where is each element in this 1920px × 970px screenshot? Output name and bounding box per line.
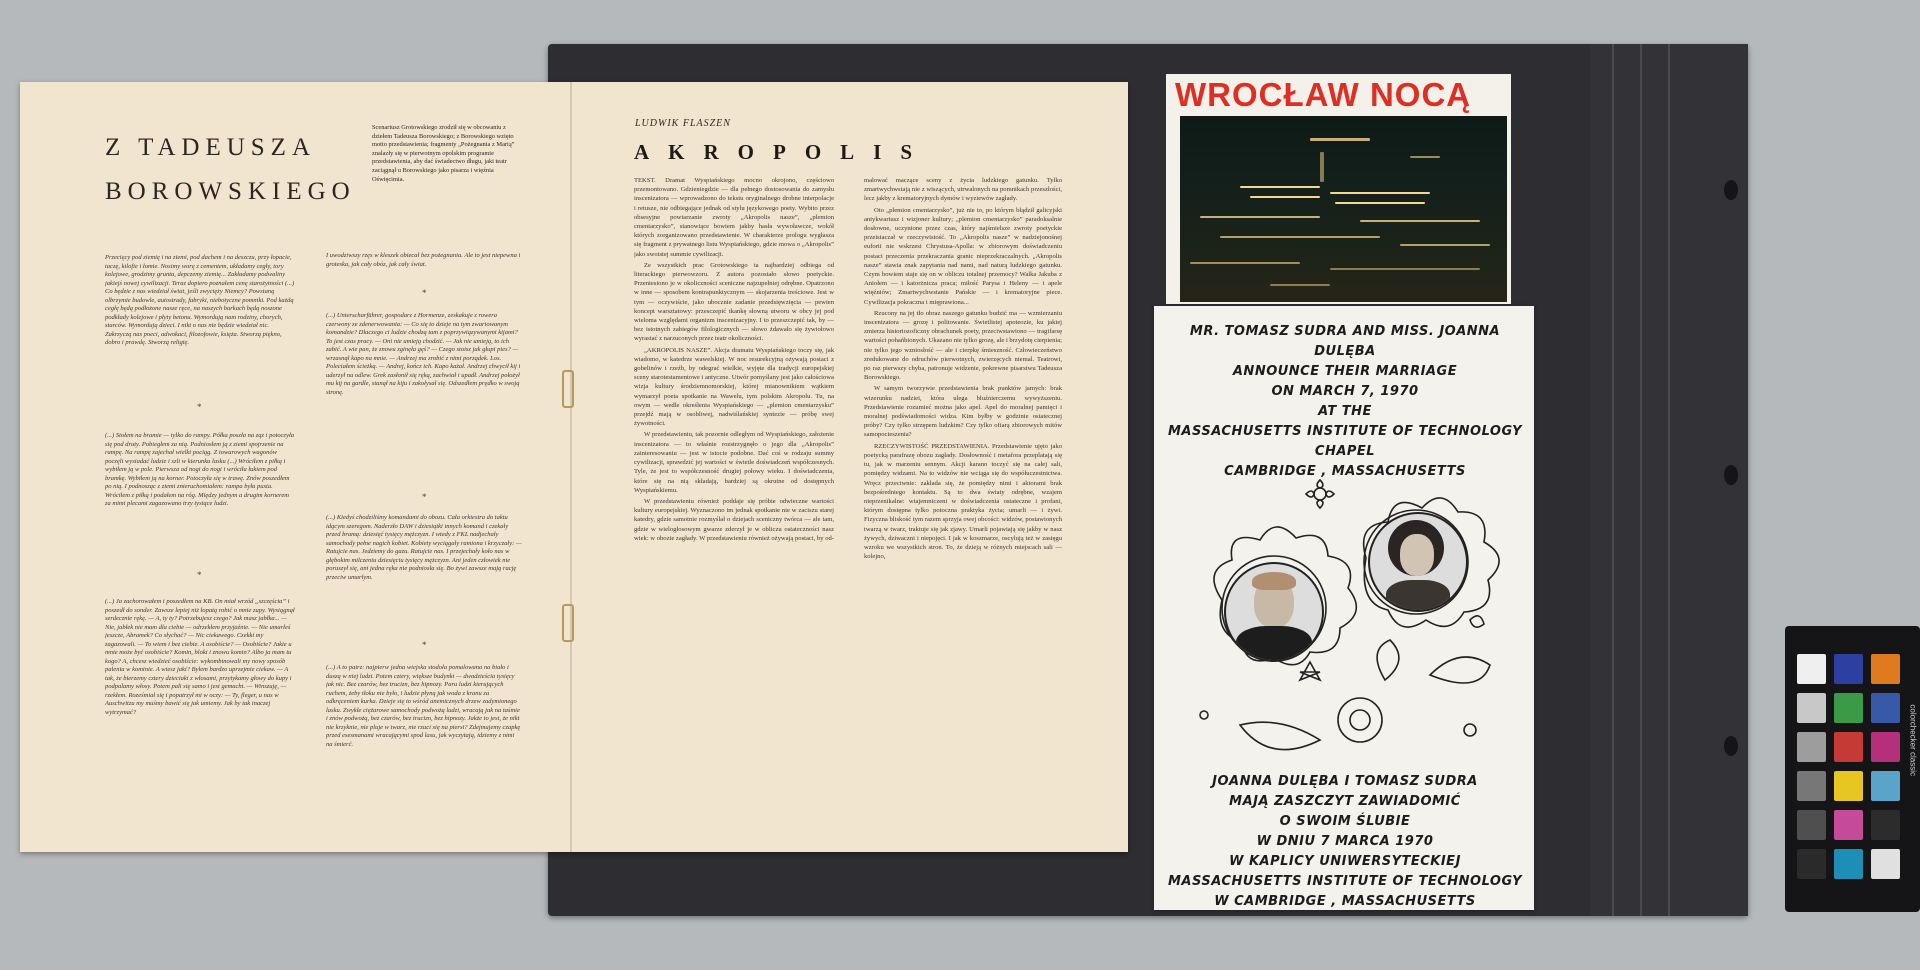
title-line: BOROWSKIEGO <box>105 178 356 205</box>
intro-note: Scenariusz Grotowskiego zrodził się w obcowaniu z dziełem Tadeusza Borowskiego; z Borowskiego wzięto motto przedstawienia; fragmenty „Pożegnania z Marią” znalazły się w pierwotnym opolskim programie przedstawienia, aby dać świadectwo długu, jaki teatr zaciągnął u Borowskiego jako pisarza i więźnia Oświęcimia. <box>372 124 515 183</box>
announcement-line: O SWOIM ŚLUBIE <box>1279 814 1411 829</box>
color-patch <box>1871 810 1900 840</box>
flower-doodles <box>1170 470 1520 760</box>
excerpt-paragraph: (...) Stołem na bramie — tylko do rampy. Półka poszła na ząz i potoczyła się pod druty. Pobiegłem za nią. Podniosłem ją z ziemi spojrzenie na rampę. Na rampę zajechał wielki pociąg. Z towarowych wagonów poczęli wysiadać ludzie i szli w kierunku lasku (...) Wróciłem z piłką i wybiłem ją w pole. Pierwsza od nogi do nogi i wróciła łukiem pod bramkę. Wybiłem ją na korner. Potoczyła się w trawę. Znów poszedłem po nią. I podnosząc z ziemi znieruchomiałem: rampa była pusta. Wróciłem z piłką i podałem na róg. Między jednym a drugim kornerem za mimi plecami zagazowano trzy tysiące ludzi. <box>105 432 295 507</box>
announcement-english <box>1160 322 1530 482</box>
announcement-line: MASSACHUSETTS INSTITUTE OF TECHNOLOGY <box>1167 424 1523 439</box>
announcement-line: MR. TOMASZ SUDRA AND MISS. JOANNA DULĘBA <box>1189 324 1501 359</box>
spine-ridge <box>1640 44 1642 916</box>
excerpt-paragraph: Przecięcy pod ziemię i na ziemi, pod dachem i na deszczu, przy łopacie, taczę, kilofie i łomie. Nosimy worę z cementem, układamy cegły, tory kolejowe, grodzimy grunta, depczemy ziemię... Zakładamy podwaliny jakiejś nowej cywilizacji. Teraz dopiero poznałem cenę starożytności (...) Co będzie z nas wiedział świat, jeśli zwycięży Niemcy? Powstaną olbrzymie budowle, autostrady, fabryki, niebotyczne pomniki. Pod każdą cegłę będą podłożone nasze ręce, na naszych barkach będą noszone podkłady kolejowe i płyty betonu. Wymordują nam rodziny, chorych, starców. Wymordują dzieci. I nikt o nas nie będzie wiedział nic. Zakrzyczą nas poeci, adwokaci, filozofowie, księża. Stworzą piękno, dobro i prawdę. Stworzą religię. <box>105 254 295 346</box>
article-column-left <box>634 176 834 798</box>
night-city-photo <box>1180 116 1507 302</box>
announcement-line: CHAPEL <box>1314 444 1376 459</box>
color-patch <box>1834 771 1863 801</box>
color-patch <box>1834 654 1863 684</box>
color-patch <box>1871 654 1900 684</box>
article-paragraph: Oto „plemion cmentarzysko”, już nie to, po którym błądził galicyjski antykwariusz i wizjoner kultury; „plemion cmentarzysko” paradoksalnie dosłowne, uczynione przez czas, który najśmielsze zwroty poetyckie przeistaczał w rzeczywistość. To „Akropolis nasze” w nadziejonośnej euforii nie wskrzesi Chrystusa-Apolla: w zbiorowym doświadczeniu postaci przeczenia przekraczania granic nieprzekraczalnych. „Akropolis nasze” stawia znak zapytania nad nami, nad naturą ludzkiego gatunku. Czym bowiem staje się on w obliczu totalnej przemocy? Walka Jakuba z Aniołem — i katorżnicza praca; miłość Parysa i Heleny — i apele więźniów; Zmartwychwstanie Pańskie — i krematoryjne piece. Cywilizacja pokraczna i mięprawiona... <box>864 206 1062 306</box>
section-divider: * <box>422 288 427 298</box>
excerpt-paragraph: (...) Kiedyś chodziliśmy komandami do obozu. Cała orkiestra do taktu idącym szeregom. Naderzło DAW i dziesiątki innych komand i czekały przed bramą: dziesięć tysięcy mężczyzn. I wtedy z FKL nadjechały samochody pełne nagich kobiet. Kobiety wyciągały ramiona i krzyczały: — Ratujcie nas. Jedziemy do gazu. Ratujcie nas. I przejechały koło nas w głębokim milczeniu dziesięciu tysięcy mężczyzn. Ani jeden człowiek nie poruszył się, ani jedna ręka nie podniosła się. Bo żywi zawsze mają rację przeciw umarłym. <box>326 514 522 581</box>
announcement-line: ON MARCH 7, 1970 <box>1271 384 1419 399</box>
brochure-fold <box>570 82 572 852</box>
color-patch <box>1797 654 1826 684</box>
staple <box>562 604 574 642</box>
article-paragraph: malować maczące sceny z życia ludzkiego gatunku. Tylko zmartwychwstają nie z wiszących, utrwalonych na pomnikach przeszłości, lecz jakby z krematoryjnych dymów i wyziewów zagłady. <box>864 177 1062 203</box>
article-column-right <box>864 176 1062 798</box>
binding-rivet <box>1724 180 1738 200</box>
color-patch <box>1797 771 1826 801</box>
article-paragraph: Ze wszystkich prac Grotowskiego ta najbardziej odbiega od literackiego pierwowzoru. Z autora pozostało słowo poetyckie. Przeniesiono je w okoliczności sceniczne najzupełniej odrębne. Opatrzono w inne — sposobem kontrapunktycznym — skojarzenia treściowe. Jest w tym — oczywiście, jako ubocznie zadanie przedsięwzięcia — pewien koncept warsztatowy: przesczepić tkankę słowną utworu w obcy jej pod wieloma względami organizm inscenizacyjny. I to przeszczepić tak, by — bez istotnych zabiegów filologicznych — słowo żdawało się żywiołowo wyrastać z narzuconych przez teatr okoliczności. <box>634 261 834 343</box>
section-divider: * <box>422 640 427 650</box>
color-patch <box>1797 732 1826 762</box>
checker-label: colorchecker classic <box>1909 704 1918 776</box>
color-patch <box>1834 810 1863 840</box>
section-title <box>105 126 356 214</box>
spine-ridge <box>1668 44 1670 916</box>
color-patch <box>1871 693 1900 723</box>
excerpt-paragraph: I uwodziwszy rzęs w kleszek obiecał bez pożegnania. Ale to jest niepewna i groteska, jak cały obóz, jak cały świat. <box>326 252 521 268</box>
article-paragraph: TEKST. Dramat Wyspiańskiego mocno okrojono, częściowo przemontowano. Gdzieniegdzie — dla pełnego dostosowania do zamysłu inscenizatora — wprowadzono do tekstu oryginalnego drobne interpolacje i retusze, nie odbiegające jednak od stylu językowego poety. Wybito przez obsesyjne powtarzanie zwroty „Akropolis nasze”, „plemion cmentarzysko”, stanowiące bowiem jakby hasła wywoławcze, wokół których zorganizowano przedstawienie. W charakterze prologu wygłasza się fragment z prywatnego listu Wyspiańskiego, gdzie mowa o „Akropolis” jako swoistej summie cywilizacji. <box>634 177 834 258</box>
color-patch <box>1797 810 1826 840</box>
staple <box>562 370 574 408</box>
postcard-title: WROCŁAW NOCĄ <box>1175 76 1472 113</box>
excerpt-paragraph: (...) A to patrz: najpierw jedna wiejska stodoła pomalowana na biało i duszą w niej ludzi. Potem cztery, większe budynki — dwadzieścia tysięcy jak nic. Bez czarów, bez trucizn, bez hipnozy. Paru ludzi kierujących ruchem, żeby tłoku nie było, i ludzie płyną jak woda z kranu za odkręceniem kurka. Dzieje się to wśród anemicznych drzew zadymionego lasku. Zwykłe ciężarowe samochody podwożą ludzi, wracają jak na taśmie i znów podwożą, bez czarów, bez trucizn, bez hipnozy. Jakże to jest, że nikt nie krzyknie, nie pluje w twarz, nie rzuci się na piersi? Zdejmujemy czapkę przed esesmanami wracającymi spod lasu, jak wyczytają, idziemy z nimi na śmierć. <box>326 664 521 748</box>
binding-rivet <box>1724 465 1738 485</box>
announcement-line: ANNOUNCE THEIR MARRIAGE <box>1232 364 1458 379</box>
excerpt-paragraph: (...) Ja zachorowałem i poszedłem na KB. On miał wrzód „szczęścia” i poszedł do sonder. Zawsze lepiej niż łopatą robić o mnie zupy. Wysiągnął serdecznie rękę. — A, ty ty? Potrzebujesz czego? Jak masz jabłka... — Nie, jabłek nie mam dla ciebie — odrzekłem przyjaźnie. — Nie umarłeś jeszcze, Abramek? Co słychać? — Nic ciekawego. Czekki my zagazowali. — To wiem i bez ciebie. A osobiście? — Osobiście? Jakie u mnie może być osobiście? Komin, bloki i znowu komin? Albo ja mam tu kogo? A, chcesz wiedzieć osobiście: wykombinowali my nowy sposób palenia w kominie. A wiesz jaki? Byłem bardzo uprzejmie ciekaw. — A tak, że bierzemy cztery dzieciaki z włosami, przytykamy głowy do kupy i podpalamy włosy. Potem pali się samo i jest gemacht. — Winszuję, — rzekłem. Roześmiał się i popatrzył mi w oczy: — Ty, fleger, u nas w Auschwitzu my muśmy bawić się jak umiemy. Jak by tak inaczej wytrzymać? <box>105 598 295 716</box>
section-divider: * <box>197 570 202 580</box>
article-paragraph: W przedstawieniu, tak pozornie odległym od Wyspiańskiego, założenie inscenizatora — to właśnie rozstrzygnęło o jego dla „Akropolis” zainteresowaniu — jest w istocie podobne. Dać coś w rodzaju summy cywilizacji, sprawdzić jej wartości w świetle doświadczeń współczesnych. Tyle, że jest to współczesność drugiej połowy wieku. I doświadczenia, które się na nią składają, bardziej są okrutne od dostępnych Wyspiańskiemu. <box>634 431 834 494</box>
color-patch <box>1797 849 1826 879</box>
article-paragraph: Rzucony na jej tło obraz naszego gatunku budzić ma — wzmierzaniu inscenizatora — grozę i politowanie. Świetlistej apoteozie, ku jakiej zmierza historiozoficzny obrachunek poety, przeciwstawiono — tragifarsę wartości pohańbionych. Ukazano nie tylko grozę, ale i brzydotę cierpienia; nie tylko jego wzniosłość — ale i cierpkę śmieszność. Człowieczeństwo zredukowane do odruchów pierwotnych, zwierzęcych niemal. Teatrowi, po raz pierwszy chyba, patronuje widzenie, pokrewne pisarstwu Tadeusza Borowskiego. <box>864 309 1062 382</box>
binding-rivet <box>1724 736 1738 756</box>
announcement-polish <box>1160 772 1530 912</box>
color-patch <box>1834 693 1863 723</box>
groom-portrait <box>1224 562 1324 662</box>
article-title: AKROPOLIS <box>634 140 932 164</box>
section-divider: * <box>197 402 202 412</box>
spine-ridge <box>1612 44 1614 916</box>
announcement-line: MASSACHUSETTS INSTITUTE OF TECHNOLOGY <box>1167 874 1523 889</box>
announcement-line: AT THE <box>1318 404 1372 419</box>
article-paragraph: W przedstawieniu również poddaje się próbie odwieczne wartości kultury europejskiej. Wyznaczono im jednak spotkanie nie w zaciszu starej katedry, gdzie samotnie rozmyślał o dziejach sceniczny twórca — ale tam, gdzie w wielogłosowym gwarze zderzył je w obliczu ostateczności nasz wiek: w obozie zagłady. W przedstawieniu również ożywają postaci, by od- <box>634 497 834 542</box>
article-paragraph: RZECZYWISTOŚĆ PRZEDSTAWIENIA. Przedstawienie ujęto jako poetycką parafrazę obozu zagłady. Dosłowność i metafora przeplatają się tu, jak w marzeniu sennym. Akcji karano toczyć się na całej sali, pomiędzy widzami. Na to widzów nie wciąga się do współuczestnictwa. Wręcz przeciwnie: zakłada się, że pomiędzy nimi i aktorami brak bezpośredniego kontaktu. Są to dwa światy odrębne, wzajem nieprzenikalne: wtajemniczeni w doświadczenia ostateczne i profani, którym dostępna tylko potoczna praktyka życia; umarli — i żywi. Fizyczna bliskość tym razem sprzyja owej obcości: widzów, postawionych twarzą w twarz, traktuje się jak zjawy. Umarli pojawiają się jakby w nasz żywych, dziwaczni i niepojęci. I jak w koszmarze, oscylują też w zasięgu wzroku we wszystkich stron. To, że dzieją w różnych miejscach sali — kolejno, <box>864 442 1062 561</box>
bride-portrait <box>1368 512 1468 612</box>
excerpt-paragraph: (...) Unterscharführer, gospodarz z Hormenze, zeskakuje z rowera czerwony ze zdenerwowania: — Co się to dzieje na tym zwariowanym komandzie? Dlaczego ci ludzie chodzą tam z poprzywiązywanymi kijami? To jest czas pracy. — Oni nie umieją chodzić. — Jak nie umieją, to ich zabić. A wie pan, że znowu zginęła gęś? — Czego stoisz jak głupi pies? — wrzasnął kapo na mnie. — Andrzej ma zrobić z nimi porządek. Los. Poleciałem ścieżką. — Andrej, kończ ich. Kapo każał. Andrzej chwycił kij i uderzył na odlew. Grek zasłonił się ręką, zachwiał i upadł. Andrzej położył mu kij na gardle, stanął na kiju i zakołysał się. Odszedłem prędko w swoją stronę. <box>326 312 521 396</box>
announcement-line: W DNIU 7 MARCA 1970 <box>1256 834 1434 849</box>
article-paragraph: „AKROPOLIS NASZE”. Akcja dramatu Wyspiańskiego toczy się, jak wiadomo, w katedrze wawelskiej. W noc resurekcyjną ożywają postaci z gobelinów i rzeźb, by odegrać wielkie, wyjęte dla tradycji europejskiej sceny starotestamentowe i antyczne. Utwór pomyślany jest jako całościowa wizja kultury środziemnomorskiej, której mianownikiem wątkiem wymarzył poeta spotkanie na Wawelu, tym polskim Akropolu. Tu, na owym — wedle określenia Wyspiańskiego — „plemion cmentarzysku” przejdź mają w osobliwej, nadwiślańskiej syntezie — próbę swej żywotności. <box>634 346 834 428</box>
color-patch <box>1871 732 1900 762</box>
announcement-line: CAMBRIDGE , MASSACHUSETTS <box>1224 464 1466 479</box>
color-patch <box>1834 732 1863 762</box>
color-checker-chart <box>1785 626 1920 912</box>
announcement-line: W KAPLICY UNIWERSYTECKIEJ <box>1229 854 1461 869</box>
article-author: LUDWIK FLASZEN <box>635 118 731 129</box>
section-divider: * <box>422 492 427 502</box>
announcement-line: MAJĄ ZASZCZYT ZAWIADOMIĆ <box>1229 794 1461 809</box>
color-patch <box>1871 771 1900 801</box>
announcement-line: JOANNA DULĘBA I TOMASZ SUDRA <box>1212 774 1478 789</box>
article-paragraph: W samym tworzywie przedstawienia brak punktów jamych: brak wizerunku nadziei, która ulega bluźnierczemu wywyższeniu. Przedstawienie rozumieć można jako apel. Apel do moralnej pamięci i moralnej podświadomości widza. Kim byłby w godzinie ostatecznej próby? Czy tylko strzępem ludzkim? Czy tylko ofiarą zbiorowych mitów samopocieszenia? <box>864 385 1062 439</box>
announcement-line: W CAMBRIDGE , MASSACHUSETTS <box>1214 894 1476 909</box>
color-patch <box>1871 849 1900 879</box>
title-line: Z TADEUSZA <box>105 134 317 161</box>
color-patch <box>1834 849 1863 879</box>
color-patch <box>1797 693 1826 723</box>
